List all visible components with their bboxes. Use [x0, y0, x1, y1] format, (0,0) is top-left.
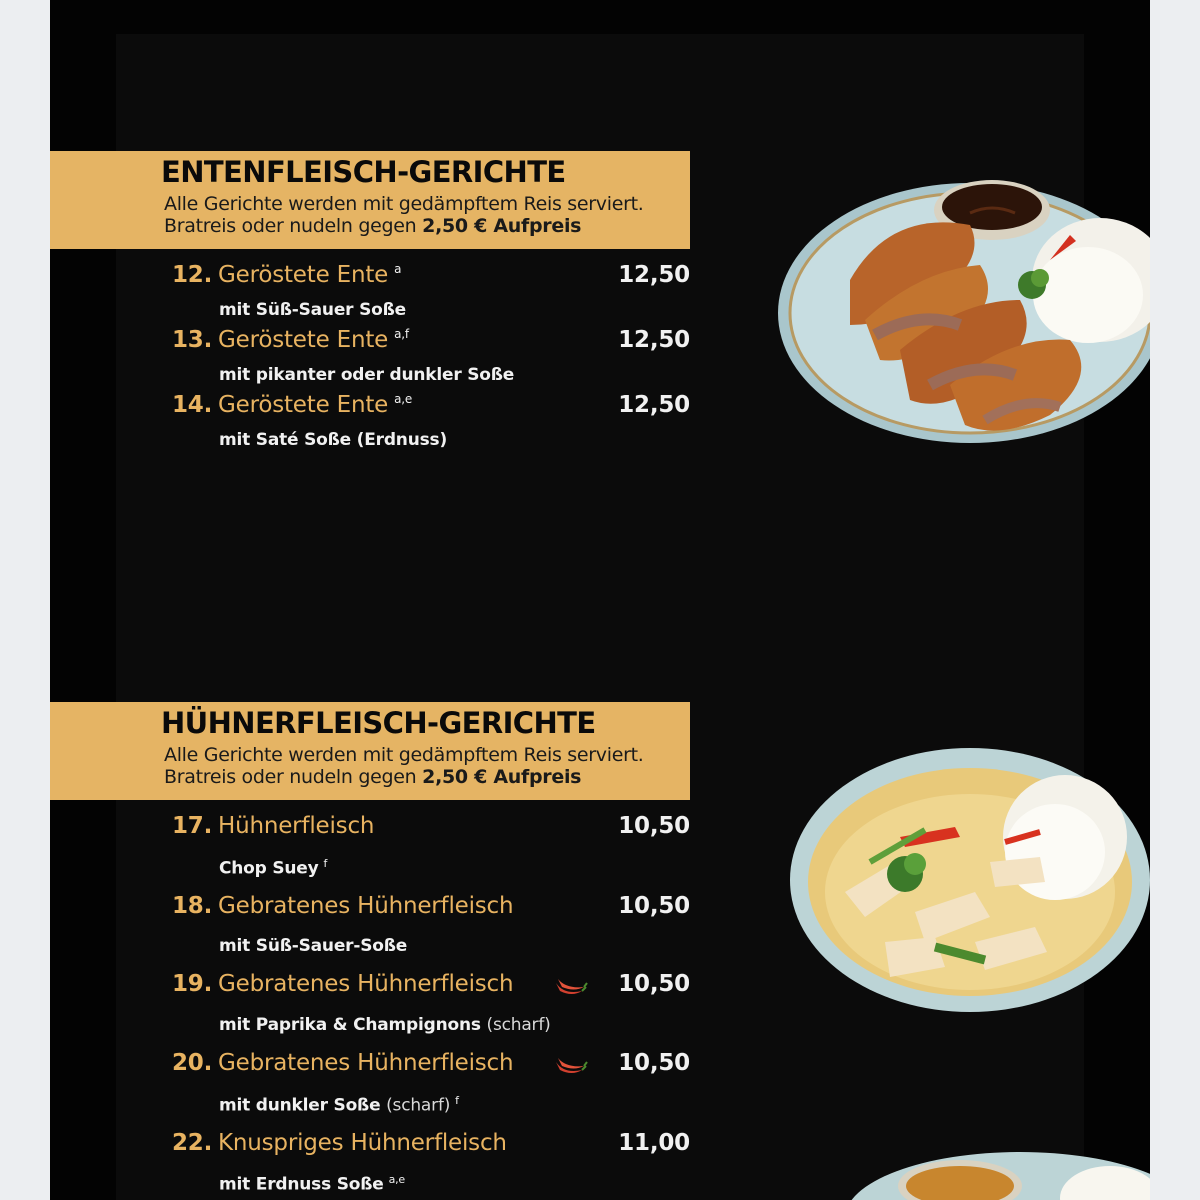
- item-name-text: Geröstete Ente: [218, 392, 389, 418]
- item-description: [219, 1094, 459, 1116]
- item-price: 12,50: [618, 327, 690, 353]
- item-price: 10,50: [618, 1050, 690, 1076]
- partial-dish-image: [840, 1148, 1150, 1200]
- item-allergen-codes: a,e: [388, 1173, 405, 1186]
- item-name: Gebratenes Hühnerfleisch: [218, 893, 514, 919]
- item-price: 12,50: [618, 262, 690, 288]
- item-number: 12.: [172, 262, 213, 288]
- roast-duck-dish-image: [770, 175, 1150, 450]
- item-number: 14.: [172, 392, 213, 418]
- item-price: 10,50: [618, 971, 690, 997]
- item-name: Gebratenes Hühnerfleisch: [218, 971, 514, 997]
- item-description: mit Saté Soße (Erdnuss): [219, 430, 448, 450]
- item-price: 10,50: [618, 893, 690, 919]
- item-name: Hühnerfleisch: [218, 813, 375, 839]
- section-title: ENTENFLEISCH-GERICHTE: [161, 155, 566, 189]
- item-number: 20.: [172, 1050, 213, 1076]
- section-title: HÜHNERFLEISCH-GERICHTE: [161, 706, 596, 740]
- item-allergen-codes: a,e: [394, 392, 413, 407]
- item-name: Knuspriges Hühnerfleisch: [218, 1130, 507, 1156]
- item-price: 11,00: [618, 1130, 690, 1156]
- item-description: mit Süß-Sauer Soße: [219, 300, 406, 320]
- item-description-text: mit dunkler Soße: [219, 1095, 381, 1116]
- item-description: mit pikanter oder dunkler Soße: [219, 365, 515, 385]
- section-note-line1: Alle Gerichte werden mit gedämpftem Reis serviert.: [164, 744, 644, 766]
- item-description-text: mit Paprika & Champignons: [219, 1015, 481, 1035]
- item-number: 17.: [172, 813, 213, 839]
- item-allergen-codes: a,f: [394, 327, 409, 342]
- chicken-section-banner: [50, 702, 690, 800]
- item-description: mit Süß-Sauer-Soße: [219, 936, 408, 956]
- section-note-surcharge: 2,50 € Aufpreis: [422, 215, 582, 237]
- item-name: Gebratenes Hühnerfleisch: [218, 1050, 514, 1076]
- item-name-text: Geröstete Ente: [218, 327, 389, 353]
- item-description-text: mit Erdnuss Soße: [219, 1174, 384, 1195]
- menu-page: [50, 0, 1150, 1200]
- item-name-text: Geröstete Ente: [218, 262, 389, 288]
- spicy-note: (scharf): [486, 1015, 551, 1035]
- section-note: [164, 193, 644, 237]
- item-description: [219, 1015, 551, 1035]
- section-note-line2-text: Bratreis oder nudeln gegen: [164, 766, 423, 788]
- item-name: [218, 392, 412, 418]
- chicken-curry-dish-image: [785, 742, 1150, 1017]
- item-name: [218, 262, 401, 288]
- item-price: 10,50: [618, 813, 690, 839]
- item-number: 13.: [172, 327, 213, 353]
- item-name: [218, 327, 409, 353]
- section-note-line2: [164, 766, 644, 788]
- section-note: [164, 744, 644, 788]
- item-number: 19.: [172, 971, 213, 997]
- chili-pepper-icon: [552, 1054, 588, 1080]
- section-note-line2-text: Bratreis oder nudeln gegen: [164, 215, 423, 237]
- item-number: 22.: [172, 1130, 213, 1156]
- section-note-line2: [164, 215, 644, 237]
- item-description: [219, 857, 327, 879]
- chili-pepper-icon: [552, 975, 588, 1001]
- item-description: [219, 1173, 405, 1195]
- spicy-note: (scharf): [386, 1095, 451, 1116]
- duck-section-banner: [50, 151, 690, 249]
- section-note-line1: Alle Gerichte werden mit gedämpftem Reis serviert.: [164, 193, 644, 215]
- item-allergen-codes: f: [455, 1094, 459, 1107]
- item-number: 18.: [172, 893, 213, 919]
- item-description-text: Chop Suey: [219, 858, 319, 879]
- item-price: 12,50: [618, 392, 690, 418]
- item-allergen-codes: a: [394, 262, 402, 277]
- item-allergen-codes: f: [323, 857, 328, 870]
- section-note-surcharge: 2,50 € Aufpreis: [422, 766, 582, 788]
